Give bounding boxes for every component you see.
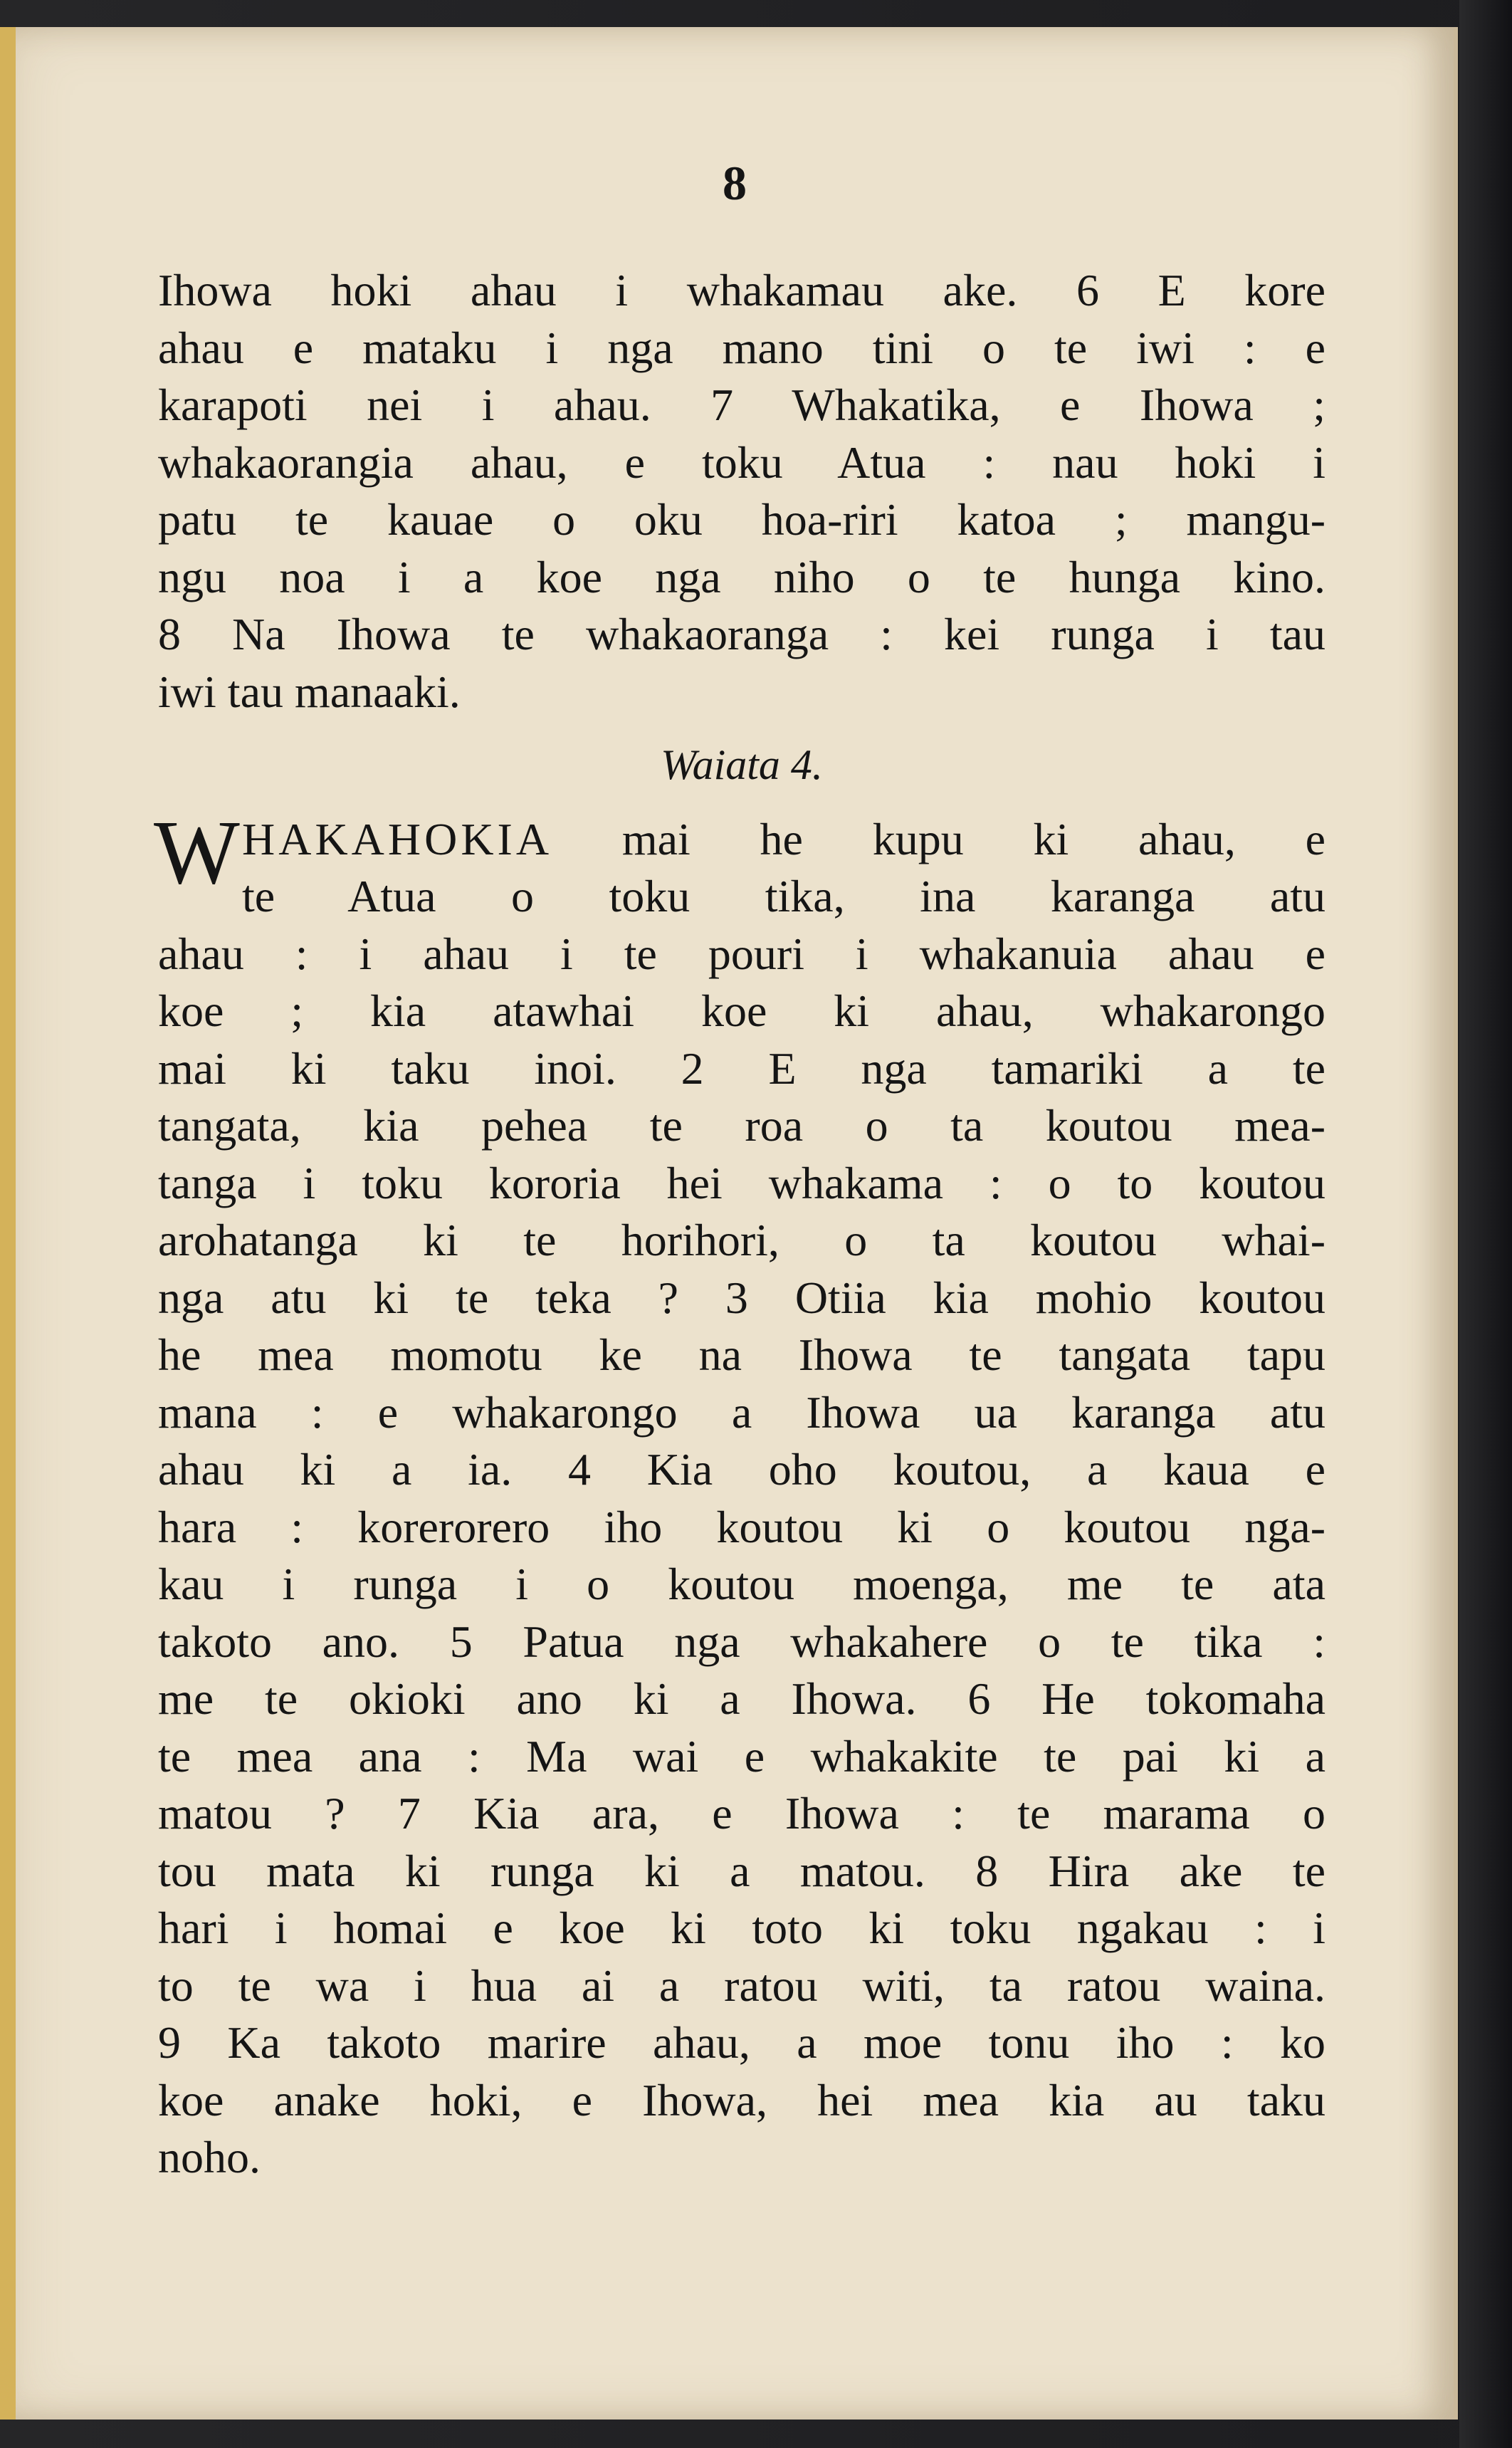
text-line: 8 Na Ihowa te whakaoranga : kei runga i tau	[158, 609, 1325, 659]
first-line	[158, 811, 1325, 869]
text-line: mai ki taku inoi. 2 E nga tamariki a te	[158, 1042, 1325, 1094]
text-line: noho.	[158, 2132, 261, 2182]
text-line: arohatanga ki te horihori, o ta koutou whai-	[158, 1215, 1325, 1265]
book-page	[16, 27, 1458, 2420]
text-line: koe anake hoki, e Ihowa, hei mea kia au taku	[158, 2074, 1325, 2125]
text-line: ahau : i ahau i te pouri i whakanuia ahau e	[158, 928, 1325, 979]
text-line: koe ; kia atawhai koe ki ahau, whakarongo	[158, 985, 1325, 1036]
text-line: kau i runga i o koutou moenga, me te ata	[158, 1559, 1325, 1609]
first-word-caps: HAKAHOKIA	[242, 813, 553, 864]
text-line: tangata, kia pehea te roa o ta koutou mea-	[158, 1100, 1325, 1151]
text-line: tanga i toku kororia hei whakama : o to koutou	[158, 1157, 1325, 1208]
first-line-rest: mai he kupu ki ahau, e	[552, 813, 1325, 864]
text-line: whakaorangia ahau, e toku Atua : nau hoki i	[158, 436, 1325, 488]
text-line: he mea momotu ke na Ihowa te tangata tapu	[158, 1329, 1325, 1380]
drop-cap: W	[154, 801, 240, 903]
text-line: mana : e whakarongo a Ihowa ua karanga atu	[158, 1386, 1325, 1438]
text-line: patu te kauae o oku hoa-riri katoa ; mangu-	[158, 494, 1325, 545]
text-line: iwi tau manaaki.	[158, 666, 461, 717]
text-line: ngu noa i a koe nga niho o te hunga kino.	[158, 551, 1325, 602]
text-line: to te wa i hua ai a ratou witi, ta ratou waina.	[158, 1960, 1325, 2011]
psalm-heading: Waiata 4.	[661, 741, 823, 788]
text-line: Ihowa hoki ahau i whakamau ake. 6 E kore	[158, 265, 1325, 315]
psalm-opening	[154, 801, 1325, 926]
text-line: nga atu ki te teka ? 3 Otiia kia mohio koutou	[158, 1272, 1325, 1323]
text-line: tou mata ki runga ki a matou. 8 Hira ake te	[158, 1845, 1325, 1896]
page-text	[154, 262, 1325, 2187]
text-line: matou ? 7 Kia ara, e Ihowa : te marama o	[158, 1788, 1325, 1838]
text-line: takoto ano. 5 Patua nga whakahere o te tika :	[158, 1616, 1325, 1667]
gilt-edge	[0, 27, 16, 2420]
text-line: me te okioki ano ki a Ihowa. 6 He tokomaha	[158, 1673, 1325, 1724]
text-line: karapoti nei i ahau. 7 Whakatika, e Ihowa ;	[158, 380, 1325, 430]
text-line: ahau ki a ia. 4 Kia oho koutou, a kaua e	[158, 1444, 1325, 1495]
text-line: 9 Ka takoto marire ahau, a moe tonu iho : ko	[158, 2017, 1325, 2068]
text-line: hara : korerorero iho koutou ki o koutou nga-	[158, 1501, 1325, 1552]
text-line: ahau e mataku i nga mano tini o te iwi : e	[158, 322, 1325, 373]
text-line: te mea ana : Ma wai e whakakite te pai ki a	[158, 1730, 1325, 1782]
book-spine	[1459, 0, 1512, 2448]
second-line: te Atua o toku tika, ina karanga atu	[242, 871, 1325, 921]
page-number: 8	[723, 156, 747, 210]
text-line: hari i homai e koe ki toto ki toku ngakau : i	[158, 1903, 1325, 1953]
